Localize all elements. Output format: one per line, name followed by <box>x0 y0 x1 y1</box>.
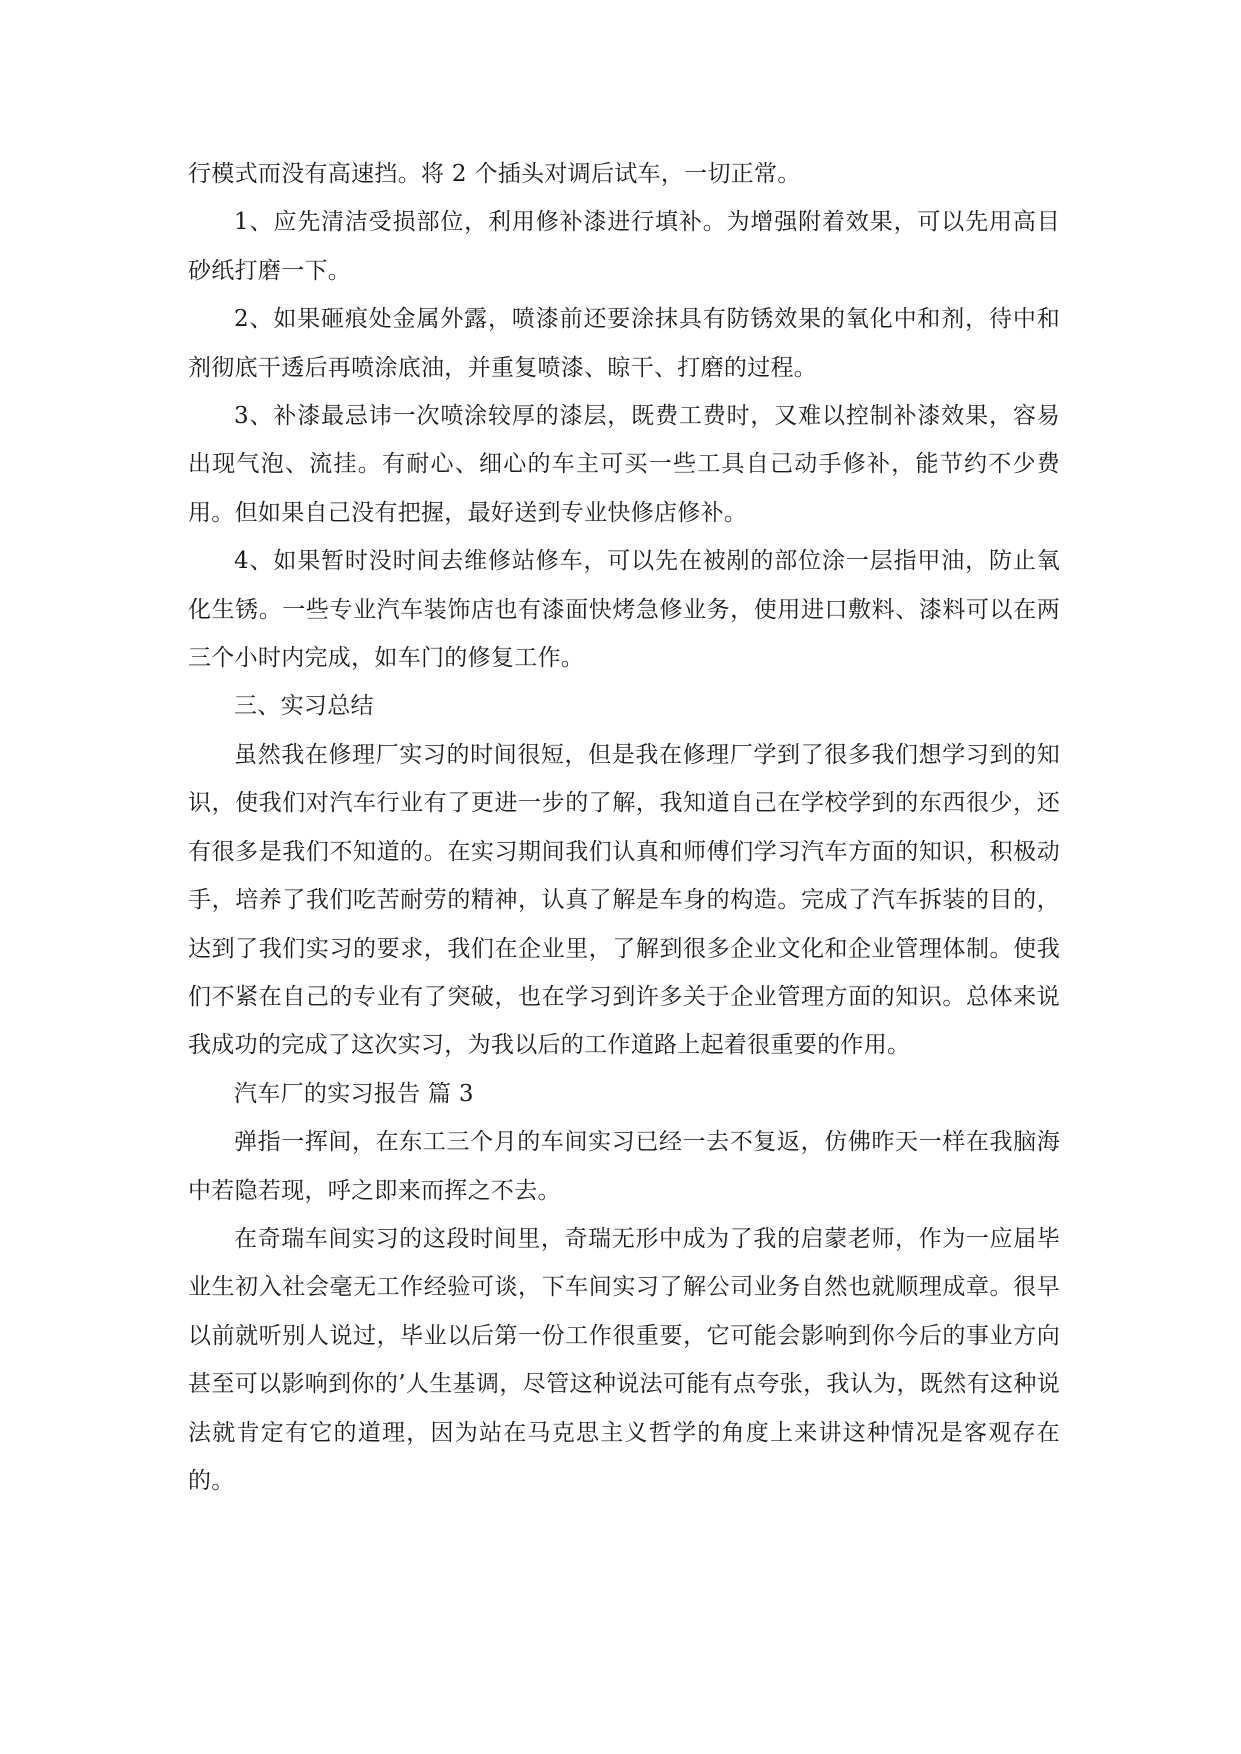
paragraph-intro: 弹指一挥间，在东工三个月的车间实习已经一去不复返，仿佛昨天一样在我脑海中若隐若现，呼之即来而挥之不去。 <box>188 1129 1060 1204</box>
section-heading-summary: 三、实习总结 <box>234 693 374 720</box>
paragraph-step-2: 2、如果砸痕处金属外露，喷漆前还要涂抹具有防锈效果的氧化中和剂，待中和剂彻底干透后再喷涂底油，并重复喷漆、晾干、打磨的过程。 <box>188 306 1060 381</box>
paragraph-chery: 在奇瑞车间实习的这段时间里，奇瑞无形中成为了我的启蒙老师，作为一应届毕业生初入社会毫无工作经验可谈，下车间实习了解公司业务自然也就顺理成章。很早以前就听别人说过，毕业以后第一份工作很重要，它可能会影响到你今后的事业方向甚至可以影响到你的’人生基调，尽管这种说法可能有点夸张，我认为，既然有这种说法就肯定有它的道理，因为站在马克思主义哲学的角度上来讲这种情况是客观存在的。 <box>188 1225 1060 1494</box>
report-title: 汽车厂的实习报告 篇 3 <box>234 1080 474 1107</box>
paragraph-step-1: 1、应先清洁受损部位，利用修补漆进行填补。为增强附着效果，可以先用高目砂纸打磨一下。 <box>188 209 1060 284</box>
paragraph-step-4: 4、如果暂时没时间去维修站修车，可以先在被剐的部位涂一层指甲油，防止氧化生锈。一些专业汽车装饰店也有漆面快烤急修业务，使用进口敷料、漆料可以在两三个小时内完成，如车门的修复工作。 <box>188 548 1060 672</box>
paragraph-step-3: 3、补漆最忌讳一次喷涂较厚的漆层，既费工费时，又难以控制补漆效果，容易出现气泡、流挂。有耐心、细心的车主可买一些工具自己动手修补，能节约不少费用。但如果自己没有把握，最好送到专业快修店修补。 <box>188 403 1060 526</box>
paragraph-summary: 虽然我在修理厂实习的时间很短，但是我在修理厂学到了很多我们想学习到的知识，使我们对汽车行业有了更进一步的了解，我知道自己在学校学到的东西很少，还有很多是我们不知道的。在实习期间我们认真和师傅们学习汽车方面的知识，积极动手，培养了我们吃苦耐劳的精神，认真了解是车身的构造。完成了汽车拆装的目的，达到了我们实习的要求，我们在企业里，了解到很多企业文化和企业管理体制。使我们不紧在自己的专业有了突破，也在学习到许多关于企业管理方面的知识。总体来说我成功的完成了这次实习，为我以后的工作道路上起着很重要的作用。 <box>188 741 1060 1059</box>
paragraph-continued: 行模式而没有高速挡。将 2 个插头对调后试车，一切正常。 <box>188 161 801 187</box>
document-body <box>188 150 1060 1505</box>
